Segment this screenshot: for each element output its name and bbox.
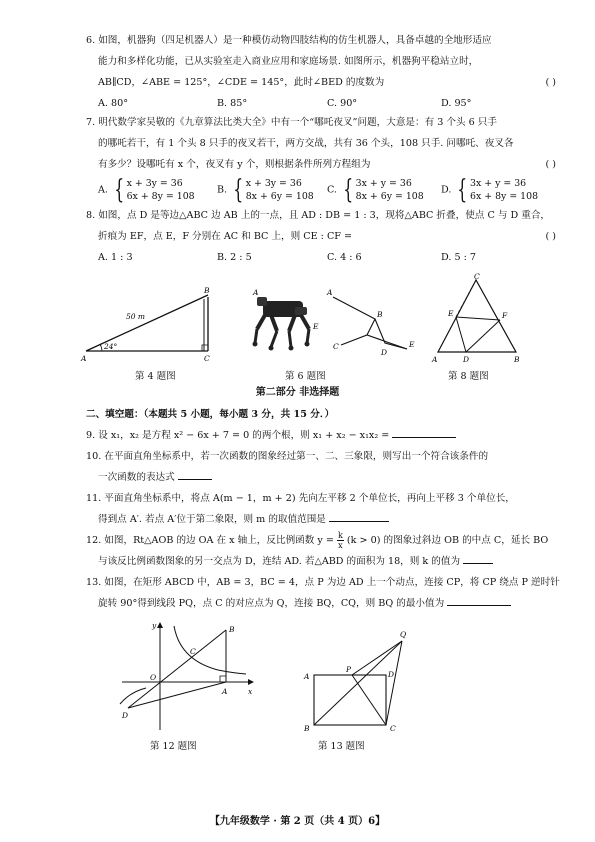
q7-option-a-eq2: 6x + 8y = 108 — [126, 191, 195, 202]
q10-answer-blank[interactable] — [178, 467, 212, 480]
fig12-axis-x: x — [248, 687, 253, 696]
q6-option-a: A. 80° — [98, 98, 129, 109]
fig8-point-e: E — [448, 309, 454, 318]
q6-option-d: D. 95° — [441, 98, 472, 109]
fig6-photo-label-e: E — [313, 322, 319, 331]
figure-13 — [300, 625, 420, 735]
q7-option-c: C. { 3x + y = 36 8x + 6y = 108 — [327, 175, 424, 205]
q12-line-1a: 12. 如图，Rt△AOB 的边 OA 在 x 轴上，反比例函数 y = — [86, 535, 334, 546]
figure-4 — [80, 285, 220, 365]
q6-options — [86, 93, 556, 114]
q10-line-2: 一次函数的表达式 — [98, 472, 175, 483]
fig6-point-d: D — [381, 348, 388, 357]
fig6-point-c: C — [333, 342, 339, 351]
fig8-caption: 第 8 题图 — [448, 371, 489, 382]
q7-line-2: 的哪吒若干，有 1 个头 8 只手的夜叉若干，两方交战，共有 36 个头，108 只手. 问哪吒、夜叉各 — [98, 138, 514, 149]
q7-option-c-letter: C. — [327, 184, 338, 196]
fig12-caption: 第 12 题图 — [150, 741, 197, 752]
q12-frac-num: k — [338, 531, 343, 540]
q12-fraction — [337, 531, 344, 550]
fill-in-title-text: 二、填空题：（本题共 5 小题，每小题 3 分，共 15 分．） — [86, 409, 335, 420]
q12-line-1b: (k > 0) 的图象过斜边 OB 的中点 C，延长 BO — [346, 535, 549, 546]
q7-option-d-eq1: 3x + y = 36 — [470, 178, 527, 189]
q7-option-d-eq2: 6x + 8y = 108 — [470, 191, 539, 202]
fig6-skeleton — [333, 297, 407, 349]
q8-option-c: C. 4 : 6 — [327, 252, 362, 263]
q11-line-2: 得到点 A′. 若点 A′位于第二象限，则 m 的取值范围是 — [98, 514, 326, 525]
q7-option-c-eq1: 3x + y = 36 — [355, 178, 412, 189]
question-10 — [86, 446, 556, 488]
fig4-length-label: 50 m — [126, 312, 146, 321]
q7-line-1: 7. 明代数学家吴敬的《九章算法比类大全》中有一个“哪吒夜叉”问题，大意是：有 3 个头 6 只手 — [86, 117, 497, 128]
q6-option-c: C. 90° — [327, 98, 358, 109]
question-8 — [86, 205, 556, 268]
q8-line-2 — [86, 226, 556, 247]
fig12-point-d: D — [122, 711, 129, 720]
fig4-caption: 第 4 题图 — [135, 371, 176, 382]
fig6-point-e: E — [409, 340, 415, 349]
q7-option-d: D. { 3x + y = 36 6x + 8y = 108 — [441, 175, 539, 205]
fig13-point-q: Q — [400, 630, 407, 639]
q12-frac-den: x — [338, 541, 343, 550]
q13-line-1: 13. 如图，在矩形 ABCD 中，AB = 3，BC = 4，点 P 为边 AD 上一个动点，连接 CP，将 CP 绕点 P 逆时针 — [86, 577, 560, 588]
fig6-caption: 第 6 题图 — [285, 371, 326, 382]
fig13-caption: 第 13 题图 — [318, 741, 365, 752]
part-2-title: 第二部分 非选择题 — [255, 387, 340, 398]
fig13-point-a: A — [304, 672, 310, 681]
fig8-point-a: A — [432, 355, 438, 364]
question-9 — [86, 425, 556, 446]
q6-option-b: B. 85° — [217, 98, 248, 109]
fig8-point-b: B — [514, 355, 520, 364]
q7-answer-paren: ( ) — [545, 159, 556, 170]
robot-dog-image — [253, 297, 310, 351]
q6-line-3-text: AB∥CD，∠ABE = 125°，∠CDE = 145°，此时∠BED 的度数为 — [98, 77, 385, 88]
q7-line-3-text: 有多少？设哪吒有 x 个，夜叉有 y 个，则根据条件所列方程组为 — [98, 159, 371, 170]
q7-option-b-eq2: 8x + 6y = 108 — [245, 191, 314, 202]
q8-option-b: B. 2 : 5 — [217, 252, 252, 263]
q12-line-2: 与该反比例函数图象的另一交点为 D，连结 AD. 若△ABD 的面积为 18，则 k 的值为 — [98, 556, 461, 567]
q7-option-a-letter: A. — [98, 184, 108, 196]
figure-6 — [235, 285, 415, 365]
q7-option-b-letter: B. — [217, 184, 228, 196]
q6-answer-paren: ( ) — [545, 77, 556, 88]
q6-line-3 — [86, 72, 556, 93]
question-13 — [86, 572, 560, 614]
fig12-point-a: A — [222, 687, 228, 696]
q8-answer-paren: ( ) — [545, 231, 556, 242]
fig13-point-p: P — [346, 665, 352, 674]
fig8-point-f: F — [502, 311, 508, 320]
q7-option-c-eq2: 8x + 6y = 108 — [355, 191, 424, 202]
q11-line-1: 11. 平面直角坐标系中，将点 A(m − 1，m + 2) 先向左平移 2 个单位长，再向上平移 3 个单位长， — [86, 493, 515, 504]
fig6-photo-label-a: A — [253, 288, 259, 297]
fill-in-title — [86, 404, 556, 425]
q7-option-b: B. { x + 3y = 36 8x + 6y = 108 — [217, 175, 314, 205]
figure-12 — [118, 620, 258, 735]
q8-option-d: D. 5 : 7 — [441, 252, 476, 263]
fig12-point-o: O — [150, 673, 157, 682]
question-7 — [86, 112, 556, 213]
question-6 — [86, 30, 556, 114]
fig8-point-c: C — [474, 272, 480, 281]
fig6-point-a: A — [327, 288, 333, 297]
q11-answer-blank[interactable] — [329, 509, 389, 522]
fig12-axis-y: y — [152, 621, 157, 630]
fig12-point-c: C — [190, 647, 196, 656]
page-footer: 【九年级数学 · 第 2 页（共 4 页）6】 — [209, 816, 386, 827]
question-11 — [86, 488, 556, 530]
fig4-point-a: A — [81, 354, 87, 363]
fig12-point-b: B — [229, 625, 235, 634]
fig8-point-d: D — [463, 355, 470, 364]
q8-options — [86, 247, 556, 268]
fig13-point-d: D — [388, 670, 395, 679]
fig6-point-b: B — [377, 310, 383, 319]
fig4-angle-label: 24° — [104, 342, 118, 351]
fig4-point-b: B — [204, 286, 210, 295]
q10-line-1: 10. 在平面直角坐标系中，若一次函数的图象经过第一、二、三象限，则写出一个符合该条件的 — [86, 451, 489, 462]
q6-line-1: 6. 如图，机器狗（四足机器人）是一种模仿动物四肢结构的仿生机器人，具备卓越的全地形适应 — [86, 35, 492, 46]
fig13-point-b: B — [304, 724, 310, 733]
q7-option-a-eq1: x + 3y = 36 — [126, 178, 183, 189]
q7-option-a: A. { x + 3y = 36 6x + 8y = 108 — [98, 175, 195, 205]
q9-answer-blank[interactable] — [392, 425, 456, 438]
q6-line-2: 能力和多样化功能，已从实验室走入商业应用和家庭场景. 如图所示，机器狗平稳站立时， — [98, 56, 479, 67]
q8-line-1: 8. 如图，点 D 是等边△ABC 边 AB 上的一点，且 AD : DB = 1 : 3，现将△ABC 折叠，使点 C 与 D 重合， — [86, 210, 551, 221]
fig13-point-c: C — [390, 724, 396, 733]
q9-text: 9. 设 x₁，x₂ 是方程 x² − 6x + 7 = 0 的两个根，则 x₁ + x₂ − x₁x₂ = — [86, 430, 390, 441]
q13-line-2: 旋转 90°得到线段 PQ，点 C 的对应点为 Q，连接 BQ，CQ，则 BQ 的最小值为 — [98, 598, 445, 609]
q13-answer-blank[interactable] — [447, 593, 511, 606]
q8-line-2-text: 折痕为 EF，点 E，F 分别在 AC 和 BC 上，则 CE : CF = — [98, 231, 353, 242]
q7-option-b-eq1: x + 3y = 36 — [245, 178, 302, 189]
q8-option-a: A. 1 : 3 — [98, 252, 133, 263]
q7-option-d-letter: D. — [441, 184, 452, 196]
figure-8 — [428, 272, 528, 364]
q12-answer-blank[interactable] — [463, 551, 493, 564]
q7-line-3 — [86, 154, 556, 175]
fig4-point-c: C — [204, 354, 210, 363]
question-12 — [86, 530, 556, 572]
